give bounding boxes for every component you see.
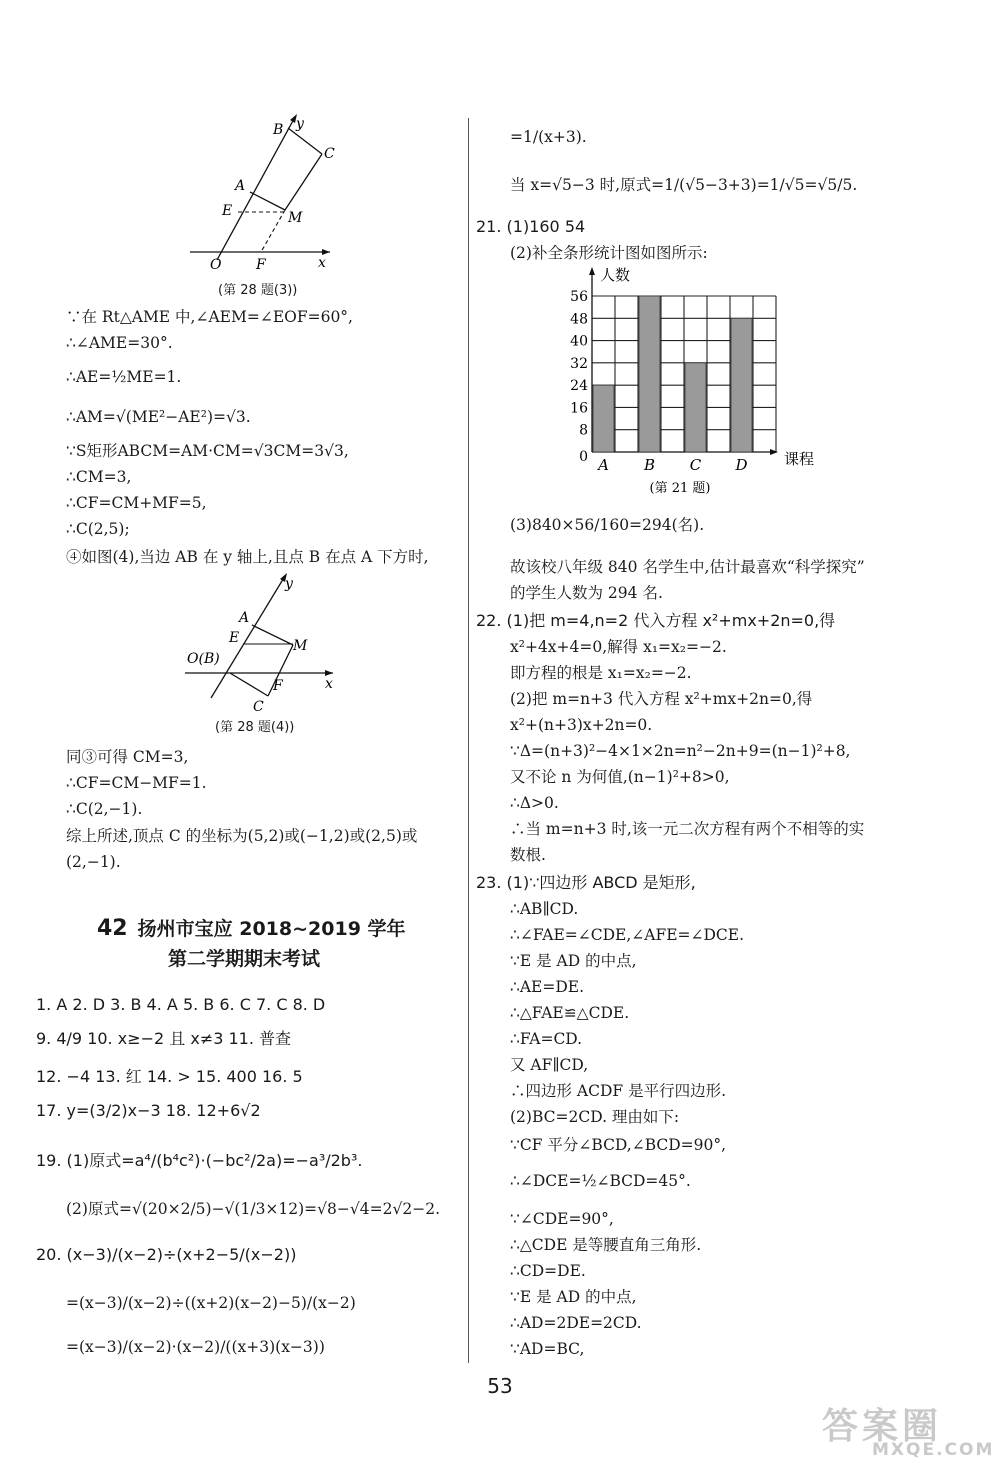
label-y: y bbox=[285, 576, 293, 592]
bar-D bbox=[731, 318, 752, 452]
y-axis-label: 人数 bbox=[600, 266, 631, 284]
answer-line: (2)原式=√(20×2/5)−√(1/3×12)=√8−√4=2√2−2. bbox=[66, 1200, 440, 1218]
text-line: ∵∠CDE=90°, bbox=[510, 1210, 614, 1228]
text-line: ∵E 是 AD 的中点, bbox=[510, 1288, 637, 1306]
text-line: ∴CM=3, bbox=[66, 468, 132, 486]
answer-line: =(x−3)/(x−2)÷((x+2)(x−2)−5)/(x−2) bbox=[66, 1294, 356, 1312]
text-line: ∴当 m=n+3 时,该一元二次方程有两个不相等的实 bbox=[510, 820, 865, 838]
text-line: ∵CF 平分∠BCD,∠BCD=90°, bbox=[510, 1136, 727, 1154]
column-divider bbox=[468, 118, 469, 1363]
y-tick-label: 16 bbox=[570, 400, 588, 417]
text-line: ∵S矩形ABCM=AM·CM=√3CM=3√3, bbox=[66, 442, 349, 460]
answer-line: 17. y=(3/2)x−3 18. 12+6√2 bbox=[36, 1101, 261, 1120]
page-number: 53 bbox=[487, 1374, 513, 1398]
text-line: ∴C(2,−1). bbox=[66, 800, 143, 818]
label-B: B bbox=[273, 122, 284, 138]
text-line: 23. (1)∵四边形 ABCD 是矩形, bbox=[476, 873, 696, 892]
y-tick-label: 24 bbox=[570, 378, 588, 395]
text-line: ∴CF=CM+MF=5, bbox=[66, 494, 207, 512]
label-C: C bbox=[324, 146, 335, 162]
text-line: ∴CF=CM−MF=1. bbox=[66, 774, 207, 792]
bar-B bbox=[639, 296, 660, 452]
text-line: ∵AD=BC, bbox=[510, 1340, 585, 1358]
text-line: 当 x=√5−3 时,原式=1/(√5−3+3)=1/√5=√5/5. bbox=[510, 176, 858, 194]
text-line: ∴C(2,5); bbox=[66, 520, 130, 538]
label-y: y bbox=[296, 116, 304, 132]
section-number: 42 bbox=[97, 916, 128, 941]
text-line: ∴Δ>0. bbox=[510, 794, 559, 812]
text-line: 又 AF∥CD, bbox=[510, 1056, 589, 1074]
y-tick-label: 40 bbox=[570, 333, 588, 350]
text-line: 22. (1)把 m=4,n=2 代入方程 x²+mx+2n=0,得 bbox=[476, 611, 836, 630]
text-line: 综上所述,顶点 C 的坐标为(5,2)或(−1,2)或(2,5)或 bbox=[66, 827, 418, 845]
x-axis-arrow bbox=[770, 449, 778, 455]
y-axis-arrow bbox=[589, 267, 595, 275]
label-F: F bbox=[256, 257, 266, 273]
text-line: (2,−1). bbox=[66, 853, 121, 871]
x-tick-label: B bbox=[643, 456, 656, 474]
text-line: ∴AE=½ME=1. bbox=[66, 368, 182, 386]
text-line: ∵Δ=(n+3)²−4×1×2n=n²−2n+9=(n−1)²+8, bbox=[510, 742, 851, 760]
x-tick-label: C bbox=[689, 456, 702, 474]
y-tick-label: 56 bbox=[570, 289, 588, 305]
label-x: x bbox=[318, 255, 326, 271]
text-line: ∴△FAE≌△CDE. bbox=[510, 1004, 630, 1022]
label-A: A bbox=[239, 610, 250, 626]
text-line: ④如图(4),当边 AB 在 y 轴上,且点 B 在点 A 下方时, bbox=[66, 548, 429, 566]
chart-caption: (第 21 题) bbox=[649, 481, 711, 496]
text-line: 的学生人数为 294 名. bbox=[510, 584, 663, 602]
text-line: 又不论 n 为何值,(n−1)²+8>0, bbox=[510, 768, 730, 786]
label-O: O bbox=[210, 257, 222, 273]
y-tick-label: 32 bbox=[570, 355, 588, 372]
section-title-1: 扬州市宝应 2018~2019 学年 bbox=[137, 918, 406, 940]
text-line: (2)BC=2CD. 理由如下: bbox=[510, 1108, 680, 1126]
text-line: 数根. bbox=[510, 846, 546, 864]
figure-28-4 bbox=[185, 570, 345, 718]
text-line: ∴四边形 ACDF 是平行四边形. bbox=[510, 1082, 727, 1100]
label-F: F bbox=[273, 678, 283, 694]
bar-C bbox=[685, 363, 706, 452]
text-line: (2)把 m=n+3 代入方程 x²+mx+2n=0,得 bbox=[510, 690, 813, 708]
text-line: ∴AE=DE. bbox=[510, 978, 585, 996]
x-tick-label: D bbox=[735, 456, 748, 474]
x-axis-label: 课程 bbox=[784, 450, 815, 468]
text-line: ∴∠DCE=½∠BCD=45°. bbox=[510, 1172, 691, 1190]
text-line: 21. (1)160 54 bbox=[476, 217, 586, 236]
section-heading bbox=[97, 914, 406, 941]
answer-line: 1. A 2. D 3. B 4. A 5. B 6. C 7. C 8. D bbox=[36, 995, 326, 1014]
label-x: x bbox=[325, 676, 333, 692]
answer-line: 20. (x−3)/(x−2)÷(x+2−5/(x−2)) bbox=[36, 1245, 297, 1264]
text-line: x²+(n+3)x+2n=0. bbox=[510, 716, 653, 734]
answer-line: =(x−3)/(x−2)·(x−2)/((x+3)(x−3)) bbox=[66, 1338, 325, 1356]
watermark-url: MXQE.COM bbox=[872, 1440, 995, 1460]
y-tick-label: 8 bbox=[579, 422, 588, 439]
text-line: x²+4x+4=0,解得 x₁=x₂=−2. bbox=[510, 638, 727, 656]
label-A: A bbox=[235, 178, 246, 194]
figure-28-3-caption: (第 28 题(3)) bbox=[218, 283, 298, 298]
bar-chart bbox=[570, 262, 840, 502]
text-line: ∴∠FAE=∠CDE,∠AFE=∠DCE. bbox=[510, 926, 745, 944]
x-tick-label: A bbox=[598, 456, 609, 474]
section-title-2: 第二学期期末考试 bbox=[168, 948, 321, 970]
answer-line: 9. 4/9 10. x≥−2 且 x≠3 11. 普查 bbox=[36, 1029, 292, 1048]
text-line: (3)840×56/160=294(名). bbox=[510, 516, 705, 534]
label-M: M bbox=[293, 638, 308, 654]
watermark-logo bbox=[822, 1398, 995, 1464]
text-line: ∴∠AME=30°. bbox=[66, 334, 173, 352]
text-line: ∴CD=DE. bbox=[510, 1262, 586, 1280]
text-line: =1/(x+3). bbox=[510, 128, 587, 146]
text-line: (2)补全条形统计图如图所示: bbox=[510, 244, 708, 262]
text-line: ∴AB∥CD. bbox=[510, 900, 579, 918]
text-line: ∴△CDE 是等腰直角三角形. bbox=[510, 1236, 702, 1254]
figure-28-4-caption: (第 28 题(4)) bbox=[215, 720, 295, 735]
answer-line: 12. −4 13. 红 14. > 15. 400 16. 5 bbox=[36, 1067, 303, 1086]
bar-A bbox=[593, 385, 614, 452]
text-line: ∴AD=2DE=2CD. bbox=[510, 1314, 642, 1332]
figure-28-3 bbox=[190, 112, 350, 280]
label-C: C bbox=[253, 699, 264, 715]
label-M: M bbox=[288, 210, 303, 226]
label-OB: O(B) bbox=[187, 651, 220, 667]
y-tick-label: 0 bbox=[579, 449, 588, 465]
text-line: ∴AM=√(ME²−AE²)=√3. bbox=[66, 408, 251, 426]
answer-line: 19. (1)原式=a⁴/(b⁴c²)·(−bc²/2a)=−a³/2b³. bbox=[36, 1151, 363, 1170]
text-line: ∵E 是 AD 的中点, bbox=[510, 952, 637, 970]
text-line: 即方程的根是 x₁=x₂=−2. bbox=[510, 664, 692, 682]
label-E: E bbox=[229, 630, 240, 646]
text-line: 同③可得 CM=3, bbox=[66, 748, 189, 766]
watermark-text: 答案圈 bbox=[822, 1406, 943, 1447]
label-E: E bbox=[222, 203, 233, 219]
text-line: ∵在 Rt△AME 中,∠AEM=∠EOF=60°, bbox=[66, 308, 353, 326]
text-line: ∴FA=CD. bbox=[510, 1030, 583, 1048]
y-tick-label: 48 bbox=[570, 311, 588, 328]
text-line: 故该校八年级 840 名学生中,估计最喜欢“科学探究” bbox=[510, 558, 865, 576]
